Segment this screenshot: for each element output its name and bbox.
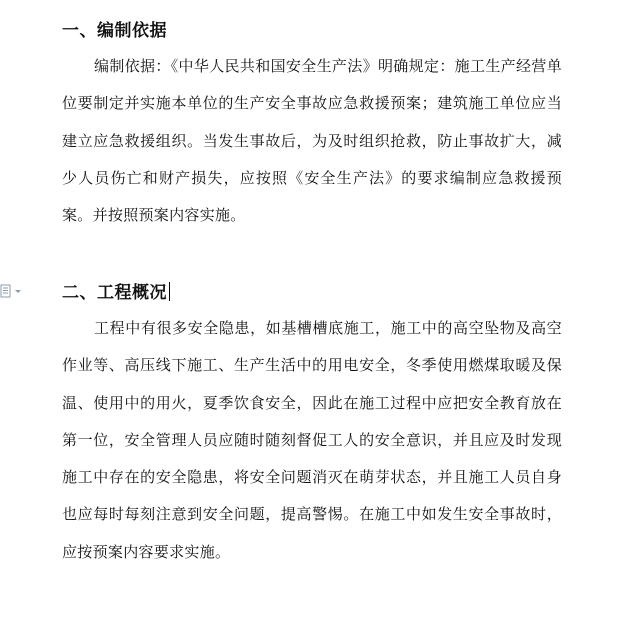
paragraph-layout-icon[interactable] bbox=[0, 284, 24, 300]
section-1-heading bbox=[62, 20, 167, 42]
section-2-heading-text: 二、工程概况 bbox=[62, 283, 167, 303]
section-1-paragraph: 编制依据：《中华人民共和国安全生产法》明确规定：施工生产经营单位要制定并实施本单位的生产安全事故应急救援预案；建筑施工单位应当建立应急救援组织。当发生事故后，为及时组织抢救，防止事故扩大，减少人员伤亡和财产损失，应按照《安全生产法》的要求编制应急救援预案。并按照预案内容实施。 bbox=[62, 57, 562, 225]
text-cursor bbox=[169, 282, 170, 301]
section-1-heading-text: 一、编制依据 bbox=[62, 21, 167, 41]
section-2-paragraph: 工程中有很多安全隐患，如基槽槽底施工，施工中的高空坠物及高空作业等、高压线下施工、生产生活中的用电安全，冬季使用燃煤取暖及保温、使用中的用火，夏季饮食安全，因此在施工过程中应把安全教育放在第一位，安全管理人员应随时随刻督促工人的安全意识，并且应及时发现施工中存在的安全隐患，将安全问题消灭在萌芽状态，并且施工人员自身也应每时每刻注意到安全问题，提高警惕。在施工中如发生安全事故时，应按预案内容要求实施。 bbox=[62, 319, 562, 561]
section-2-heading bbox=[62, 282, 170, 304]
